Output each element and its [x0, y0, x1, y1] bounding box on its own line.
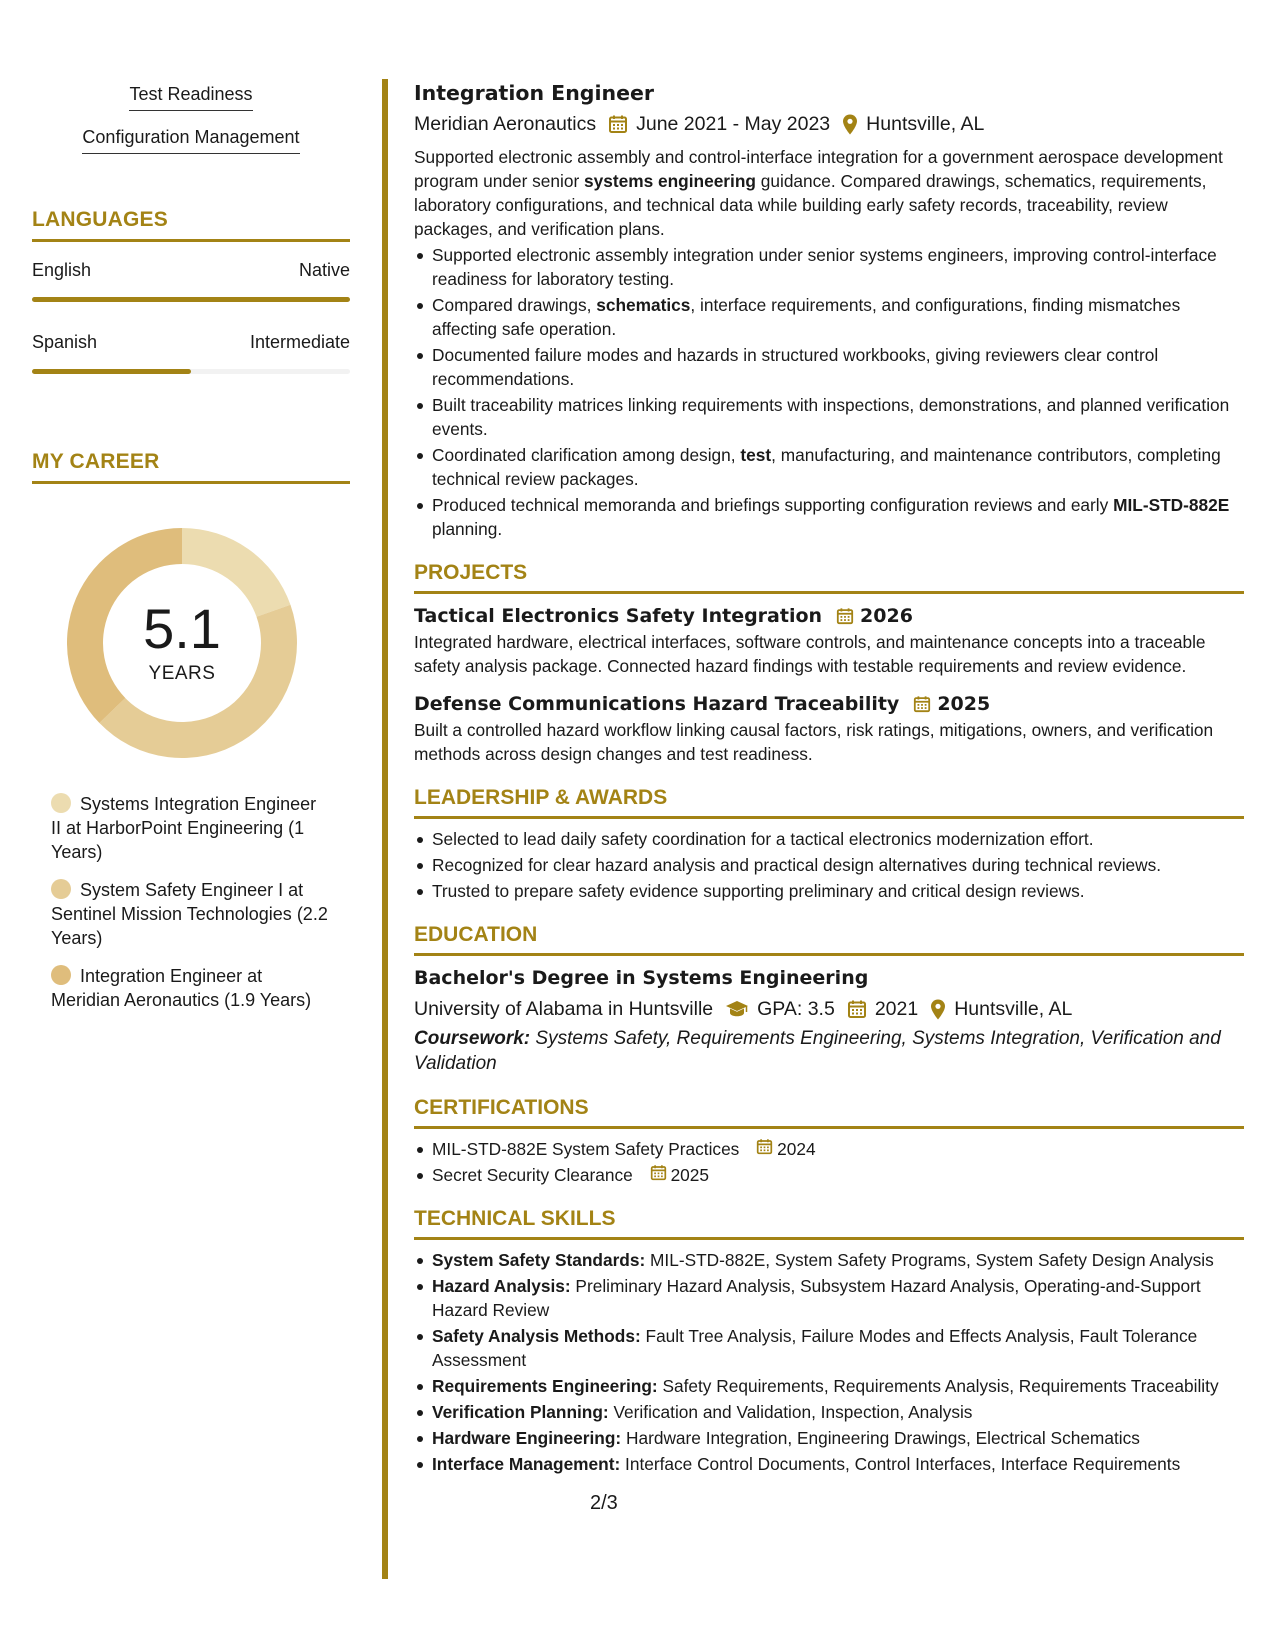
certification-item — [414, 1137, 1244, 1161]
calendar-icon — [608, 114, 628, 134]
language-item — [32, 260, 350, 302]
legend-item — [51, 964, 331, 1012]
language-bar — [32, 369, 350, 374]
skills-list — [414, 1248, 1244, 1476]
career-legend — [32, 792, 350, 1012]
job-dates: June 2021 - May 2023 — [636, 113, 831, 135]
calendar-icon — [847, 999, 867, 1019]
tag: Configuration Management — [82, 127, 299, 154]
job-bullet: Produced technical memoranda and briefings supporting configuration reviews and early MIL-STD-882E planning. — [414, 493, 1244, 541]
leadership-item: Recognized for clear hazard analysis and practical design alternatives during technical reviews. — [414, 853, 1244, 877]
project-title: Tactical Electronics Safety Integration — [414, 605, 823, 627]
legend-label: System Safety Engineer I at Sentinel Mission Technologies (2.2 Years) — [51, 880, 328, 948]
language-bar-fill — [32, 297, 350, 302]
legend-dot — [51, 965, 71, 985]
skill-item: Safety Analysis Methods: Fault Tree Analysis, Failure Modes and Effects Analysis, Fault Tolerance Assessment — [414, 1324, 1244, 1372]
legend-item — [51, 792, 331, 864]
language-name: English — [32, 260, 92, 280]
company-name: Meridian Aeronautics — [414, 113, 597, 135]
certifications-list — [414, 1137, 1244, 1187]
education-meta — [414, 995, 1244, 1023]
project-year: 2025 — [937, 693, 991, 715]
leadership-item: Selected to lead daily safety coordination for a tactical electronics modernization effort. — [414, 827, 1244, 851]
legend-dot — [51, 793, 71, 813]
job-summary: Supported electronic assembly and control-interface integration for a government aerospace development program under senior systems engineering guidance. Compared drawings, schematics, requirements, laboratory configurations, and technical data while building early safety records, traceability, review packages, and verification plans. — [414, 147, 1223, 239]
job-title: Integration Engineer — [414, 81, 654, 105]
legend-label: Integration Engineer at Meridian Aeronautics (1.9 Years) — [51, 966, 312, 1010]
tag-list — [32, 84, 350, 170]
experience-entry — [414, 79, 1244, 541]
main-content — [414, 79, 1244, 1478]
certification-item — [414, 1163, 1244, 1187]
career-donut-chart — [67, 528, 297, 758]
gpa: GPA: 3.5 — [757, 998, 835, 1020]
job-location: Huntsville, AL — [866, 113, 985, 135]
career-unit: YEARS — [148, 663, 216, 684]
certifications-heading: CERTIFICATIONS — [414, 1094, 1244, 1129]
legend-item — [51, 878, 331, 950]
sidebar — [32, 84, 350, 1026]
project-item — [414, 602, 1244, 678]
skill-item: Hazard Analysis: Preliminary Hazard Analysis, Subsystem Hazard Analysis, Operating-and-Support Hazard Review — [414, 1274, 1244, 1322]
page-number: 2/3 — [590, 1492, 618, 1514]
language-level: Intermediate — [249, 332, 350, 352]
certification-year: 2025 — [670, 1165, 710, 1185]
leadership-heading: LEADERSHIP & AWARDS — [414, 784, 1244, 819]
job-meta — [414, 110, 1244, 138]
project-description: Built a controlled hazard workflow linking causal factors, risk ratings, mitigations, owners, and verification methods across design changes and test readiness. — [414, 720, 1214, 764]
calendar-icon — [836, 607, 854, 625]
project-title: Defense Communications Hazard Traceability — [414, 693, 900, 715]
education-entry — [414, 964, 1244, 1076]
language-bar-fill — [32, 369, 191, 374]
job-bullet: Coordinated clarification among design, test, manufacturing, and maintenance contributors, completing technical review packages. — [414, 443, 1244, 491]
vertical-divider — [382, 79, 388, 1579]
skill-item: Verification Planning: Verification and Validation, Inspection, Analysis — [414, 1400, 1244, 1424]
job-bullets — [414, 243, 1244, 541]
leadership-list — [414, 827, 1244, 903]
calendar-icon — [756, 1137, 777, 1161]
legend-dot — [51, 879, 71, 899]
projects-heading: PROJECTS — [414, 559, 1244, 594]
career-total: 5.1 — [143, 597, 221, 660]
education-heading: EDUCATION — [414, 921, 1244, 956]
skill-item: Requirements Engineering: Safety Requirements, Requirements Analysis, Requirements Traceability — [414, 1374, 1244, 1398]
education-location: Huntsville, AL — [954, 998, 1073, 1020]
project-description: Integrated hardware, electrical interfaces, software controls, and maintenance concepts into a traceable safety analysis package. Connected hazard findings with testable requirements and review evidence. — [414, 632, 1206, 676]
certification-name: Secret Security Clearance — [432, 1165, 633, 1185]
tag: Test Readiness — [129, 84, 252, 111]
location-pin-icon — [930, 999, 946, 1020]
certification-name: MIL-STD-882E System Safety Practices — [432, 1139, 740, 1159]
language-item — [32, 332, 350, 374]
language-level: Native — [298, 260, 350, 280]
coursework: Coursework: Systems Safety, Requirements Engineering, Systems Integration, Verification and Validation — [414, 1028, 1221, 1074]
graduation-year: 2021 — [874, 998, 919, 1020]
skill-item: Hardware Engineering: Hardware Integration, Engineering Drawings, Electrical Schematics — [414, 1426, 1244, 1450]
job-bullet: Compared drawings, schematics, interface requirements, and configurations, finding mismatches affecting safe operation. — [414, 293, 1244, 341]
calendar-icon — [650, 1163, 671, 1187]
certification-year: 2024 — [777, 1139, 816, 1159]
skills-heading: TECHNICAL SKILLS — [414, 1205, 1244, 1240]
graduation-cap-icon — [725, 1000, 749, 1018]
degree-title: Bachelor's Degree in Systems Engineering — [414, 967, 869, 989]
calendar-icon — [913, 695, 931, 713]
skill-item: Interface Management: Interface Control Documents, Control Interfaces, Interface Requirements — [414, 1452, 1244, 1476]
job-bullet: Built traceability matrices linking requirements with inspections, demonstrations, and planned verification events. — [414, 393, 1244, 441]
job-bullet: Supported electronic assembly integration under senior systems engineers, improving control-interface readiness for laboratory testing. — [414, 243, 1244, 291]
legend-label: Systems Integration Engineer II at HarborPoint Engineering (1 Years) — [51, 794, 317, 862]
leadership-item: Trusted to prepare safety evidence supporting preliminary and critical design reviews. — [414, 879, 1244, 903]
skill-item: System Safety Standards: MIL-STD-882E, System Safety Programs, System Safety Design Analysis — [414, 1248, 1244, 1272]
job-bullet: Documented failure modes and hazards in structured workbooks, giving reviewers clear control recommendations. — [414, 343, 1244, 391]
project-item — [414, 690, 1244, 766]
language-name: Spanish — [32, 332, 98, 352]
school-name: University of Alabama in Huntsville — [414, 998, 714, 1020]
career-heading: MY CAREER — [32, 450, 350, 484]
language-bar — [32, 297, 350, 302]
location-pin-icon — [842, 114, 858, 135]
languages-heading: LANGUAGES — [32, 208, 350, 242]
project-year: 2026 — [860, 605, 913, 627]
